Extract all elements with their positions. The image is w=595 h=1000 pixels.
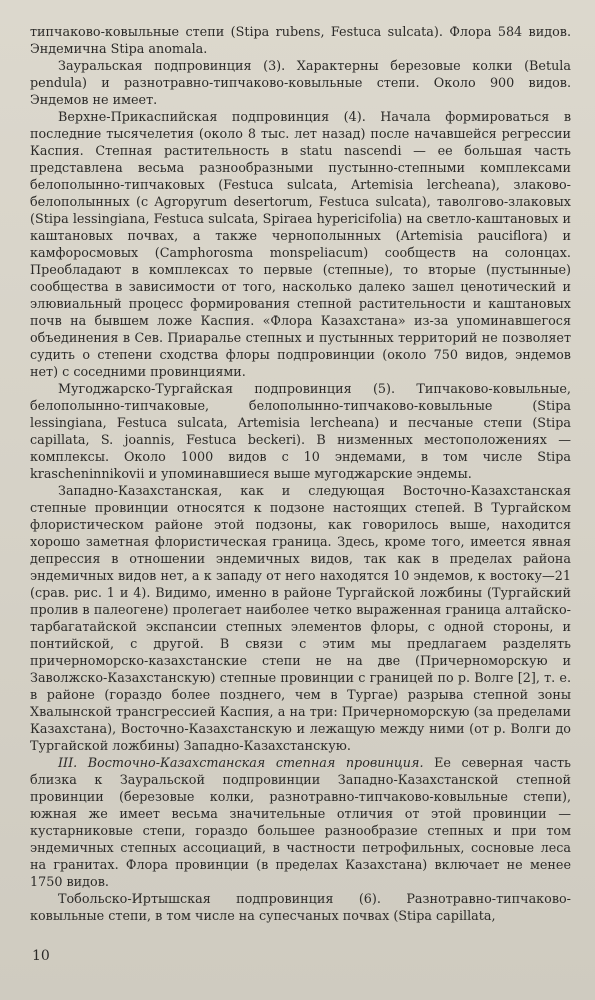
text-segment: Мугоджарско-Тургайская подпровинция (5). Типчаково-ковыльные, белополынно-типчаковые, белополынно-типчаково-ковыльные (Stipa lessingiana, Festuca sulcata, Artemisia lercheana) и песчаные степи (Stipa capillata, S. joannis, Festuca beckeri). В низменных местоположениях — комплексы. Около 1000 видов с 10 эндемами, в том числе Stipa krascheninnikovii и упоминавшиеся выше мугоджарские эндемы. xyxy=(30,382,571,482)
paragraph xyxy=(30,381,571,483)
paragraph xyxy=(30,24,571,58)
paragraph xyxy=(30,755,571,891)
paragraph xyxy=(30,58,571,109)
text-segment: Зауральская подпровинция (3). Характерны березовые колки (Betula pendula) и разнотравно-типчаково-ковыльные степи. Около 900 видов. Эндемов не имеет. xyxy=(30,59,571,108)
text-segment: Ее северная часть близка к Зауральской подпровинции Западно-Казахстанской степной провинции (березовые колки, разнотравно-типчаково-ковыльные степи), южная же имеет весьма значительные отличия от этой провинции — кустарниковые степи, гораздо большее разнообразие степных и при том эндемичных степных ассоциаций, в частности петрофильных, сосновые леса на гранитах. Флора провинции (в пределах Казахстана) включает не менее 1750 видов. xyxy=(30,756,571,890)
text-segment: Западно-Казахстанская, как и следующая Восточно-Казахстанская степные провинции относятся к подзоне настоящих степей. В Тургайском флористическом районе этой подзоны, как говорилось выше, находится хорошо заметная флористическая граница. Здесь, кроме того, имеется явная депрессия в отношении эндемичных видов, так как в пределах района эндемичных видов нет, а к западу от него находятся 10 эндемов, к востоку—21 (срав. рис. 1 и 4). Видимо, именно в районе Тургайской ложбины (Тургайский пролив в палеогене) пролегает наиболее четко выраженная граница алтайско-тарбагатайской экспансии степных элементов флоры, с одной стороны, и понтийской, с другой. В связи с этим мы предлагаем разделять причерноморско-казахстанские степи не на две (Причерноморскую и Заволжско-Казахстанскую) степные провинции с границей по р. Волге [2], т. е. в районе (гораздо более позднего, чем в Тургае) разрыва степной зоны Хвалынской трансгрессией Каспия, а на три: Причерноморскую (за пределами Казахстана), Восточно-Казахстанскую и лежащую между ними (от р. Волги до Тургайской ложбины) Западно-Казахстанскую. xyxy=(30,484,571,754)
section-heading-italic: III. Восточно-Казахстанская степная провинция. xyxy=(58,756,424,771)
paragraph xyxy=(30,483,571,755)
text-segment: типчаково-ковыльные степи (Stipa rubens, Festuca sulcata). Флора 584 видов. Эндемична Stipa anomala. xyxy=(30,25,571,57)
paragraph xyxy=(30,891,571,925)
body-text xyxy=(30,24,571,925)
paragraph xyxy=(30,109,571,381)
text-segment: Тобольско-Иртышская подпровинция (6). Разнотравно-типчаково-ковыльные степи, в том числе на супесчаных почвах (Stipa capillata, xyxy=(30,892,571,924)
page-number: 10 xyxy=(32,948,50,964)
text-segment: Верхне-Прикаспийская подпровинция (4). Начала формироваться в последние тысячелетия (около 8 тыс. лет назад) после начавшейся регрессии Каспия. Степная растительность в statu nascendi — ее большая часть представлена весьма разнообразными пустынно-степными комплексами белополынно-типчаковых (Festuca sulcata, Artemisia lercheana), злаково-белополынных (с Agropyrum desertorum, Festuca sulcata), таволгово-злаковых (Stipa lessingiana, Festuca sulcata, Spiraea hypericifolia) на светло-каштановых и каштановых почвах, а также чернополынных (Artemisia pauciflora) и камфоросмовых (Camphorosma monspeliacum) сообществ на солонцах. Преобладают в комплексах то первые (степные), то вторые (пустынные) сообщества в зависимости от того, насколько далеко зашел ценотический и элювиальный процесс формирования степной растительности и каштановых почв на бывшем ложе Каспия. «Флора Казахстана» из-за упоминавшегося объединения в Сев. Приаралье степных и пустынных территорий не позволяет судить о степени сходства флоры подпровинции (около 750 видов, эндемов нет) с соседними провинциями. xyxy=(30,110,571,380)
